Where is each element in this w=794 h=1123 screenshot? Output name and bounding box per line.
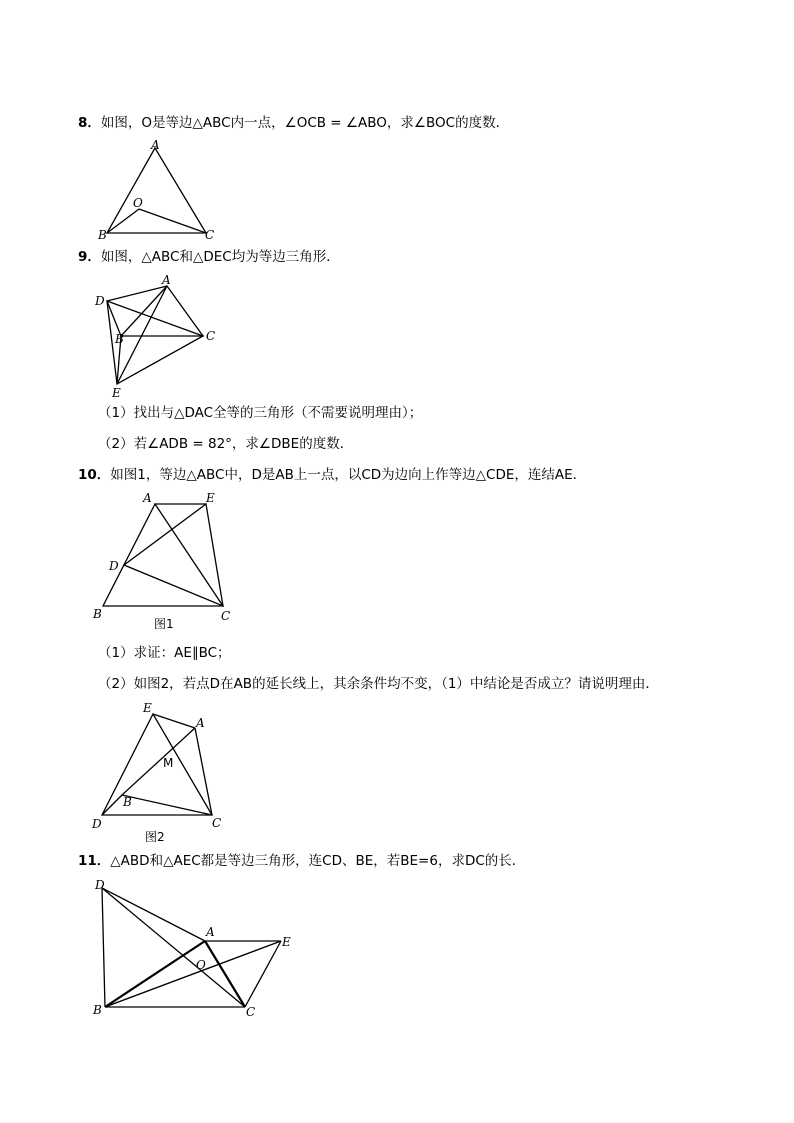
q11-segment-db xyxy=(102,888,105,1007)
q9-sub1: （1）找出与△DAC全等的三角形（不需要说明理由）； xyxy=(98,405,423,421)
q11-label-b: B xyxy=(93,1003,102,1017)
q8-segment-bo xyxy=(107,209,139,233)
q9-number: 9． xyxy=(78,249,101,265)
q11-figure xyxy=(88,876,298,1022)
q10-fig2-label-a: A xyxy=(196,716,205,730)
q10-fig1-label-d: D xyxy=(109,559,119,573)
q10-fig1-caption: 图1 xyxy=(154,617,174,631)
q10-sub1: （1）求证：AE∥BC； xyxy=(98,645,231,661)
q8-statement xyxy=(78,114,509,132)
q10-fig1-triangle-abc xyxy=(103,504,223,606)
q8-text: 如图，O是等边△ABC内一点，∠OCB = ∠ABO，求∠BOC的度数． xyxy=(100,115,510,131)
q10-fig2-caption: 图2 xyxy=(145,830,165,844)
q11-segment-be xyxy=(105,941,281,1007)
q10-statement xyxy=(78,466,586,484)
q8-label-c: C xyxy=(205,228,215,242)
q9-segment-ea xyxy=(117,286,167,384)
q10-fig2-label-b: B xyxy=(123,795,132,809)
q11-label-c: C xyxy=(246,1005,256,1019)
q10-fig2-label-e: E xyxy=(143,701,152,715)
q10-fig1-label-a: A xyxy=(143,491,152,505)
q9-figure xyxy=(90,272,225,402)
q9-segment-da xyxy=(107,286,167,301)
q10-fig2-segment-ab xyxy=(122,728,195,795)
q10-fig2-label-d: D xyxy=(92,817,102,831)
q8-figure xyxy=(95,138,225,244)
q9-label-d: D xyxy=(95,294,105,308)
q11-statement xyxy=(78,852,525,870)
q11-label-o: O xyxy=(196,958,206,972)
q9-sub2: （2）若∠ADB = 82°，求∠DBE的度数． xyxy=(98,436,354,452)
q10-number: 10． xyxy=(78,467,111,483)
q9-text: 如图，△ABC和△DEC均为等边三角形． xyxy=(100,249,340,265)
q8-label-o: O xyxy=(133,196,143,210)
q8-label-a: A xyxy=(151,138,160,152)
q11-label-e: E xyxy=(282,935,291,949)
q9-statement xyxy=(78,248,340,266)
q10-text: 如图1，等边△ABC中，D是AB上一点，以CD为边向上作等边△CDE，连结AE． xyxy=(110,467,587,483)
q10-fig1-triangle-cde xyxy=(124,504,223,606)
q9-label-b: B xyxy=(115,332,124,346)
q10-figure-2 xyxy=(88,700,238,848)
q11-text: △ABD和△AEC都是等边三角形，连CD、BE，若BE=6，求DC的长． xyxy=(110,853,526,869)
q10-fig1-label-b: B xyxy=(93,607,102,621)
q11-segment-ac xyxy=(205,941,245,1007)
q11-number: 11． xyxy=(78,853,111,869)
q10-fig1-label-c: C xyxy=(221,609,231,623)
q10-sub2: （2）如图2，若点D在AB的延长线上，其余条件均不变，（1）中结论是否成立？请说明理由． xyxy=(98,676,659,692)
q10-fig2-label-m: M xyxy=(163,756,174,770)
q8-number: 8． xyxy=(78,115,101,131)
q11-segment-da xyxy=(102,888,205,941)
q10-fig2-label-c: C xyxy=(212,816,222,830)
q8-label-b: B xyxy=(98,228,107,242)
q10-figure-1 xyxy=(88,490,238,636)
q8-triangle-abc xyxy=(107,148,206,233)
q9-label-c: C xyxy=(206,329,216,343)
q9-label-a: A xyxy=(162,273,171,287)
q9-label-e: E xyxy=(112,386,121,400)
q11-segment-ec xyxy=(245,941,281,1007)
q11-label-a: A xyxy=(206,925,215,939)
q10-fig2-segment-bc xyxy=(122,795,212,815)
q10-fig1-label-e: E xyxy=(206,491,215,505)
q11-segment-ab xyxy=(105,941,205,1007)
q8-segment-oc xyxy=(139,209,206,233)
q10-fig2-segment-ac xyxy=(195,728,212,815)
q11-label-d: D xyxy=(95,878,105,892)
q10-fig2-segment-bd xyxy=(102,795,122,815)
q11-segment-dc xyxy=(102,888,245,1007)
